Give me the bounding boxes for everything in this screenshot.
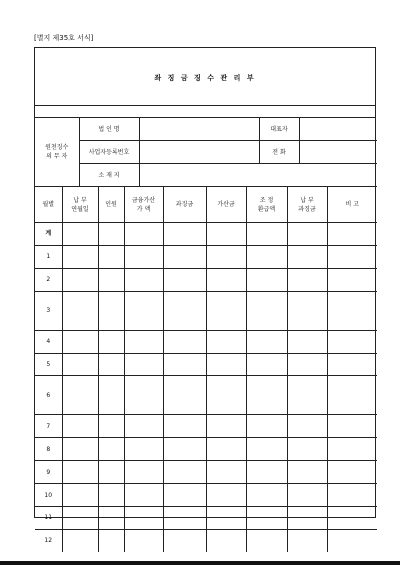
- corp-name-cell[interactable]: [139, 118, 259, 141]
- table-row: [35, 376, 377, 415]
- entry-cell[interactable]: [327, 330, 377, 353]
- entry-cell[interactable]: [62, 484, 98, 507]
- entry-cell[interactable]: [287, 223, 327, 246]
- phone-label: 전 화: [259, 141, 299, 164]
- entry-cell[interactable]: [246, 438, 287, 461]
- entry-cell[interactable]: [246, 415, 287, 438]
- entry-cell[interactable]: [98, 330, 124, 353]
- entry-cell[interactable]: [62, 529, 98, 551]
- entry-cell[interactable]: [124, 291, 163, 330]
- entry-cell[interactable]: [327, 353, 377, 376]
- month-cell: 계: [35, 223, 62, 246]
- entry-cell[interactable]: [62, 353, 98, 376]
- entry-cell[interactable]: [98, 484, 124, 507]
- column-header: 과징금: [163, 187, 206, 223]
- entry-cell[interactable]: [287, 415, 327, 438]
- entry-cell[interactable]: [62, 245, 98, 268]
- entry-cell[interactable]: [327, 461, 377, 484]
- entry-cell[interactable]: [287, 330, 327, 353]
- entry-cell[interactable]: [98, 353, 124, 376]
- table-row: [35, 507, 377, 530]
- entry-cell[interactable]: [98, 438, 124, 461]
- column-header: 가산금: [206, 187, 246, 223]
- entry-cell[interactable]: [62, 438, 98, 461]
- column-header: 납 부 연월일: [62, 187, 98, 223]
- entry-cell[interactable]: [287, 245, 327, 268]
- entry-cell[interactable]: [246, 484, 287, 507]
- month-cell: 3: [35, 291, 62, 330]
- month-cell: 11: [35, 507, 62, 530]
- entry-cell[interactable]: [327, 245, 377, 268]
- entry-cell[interactable]: [327, 438, 377, 461]
- address-cell[interactable]: [139, 164, 377, 187]
- entry-cell[interactable]: [124, 353, 163, 376]
- month-cell: 6: [35, 376, 62, 415]
- month-cell: 7: [35, 415, 62, 438]
- entry-cell[interactable]: [62, 376, 98, 415]
- entry-cell[interactable]: [163, 438, 206, 461]
- rep-cell[interactable]: [299, 118, 377, 141]
- entry-cell[interactable]: [327, 223, 377, 246]
- entry-cell[interactable]: [287, 291, 327, 330]
- entry-cell[interactable]: [62, 415, 98, 438]
- entry-cell[interactable]: [62, 223, 98, 246]
- month-cell: 10: [35, 484, 62, 507]
- entry-cell[interactable]: [124, 245, 163, 268]
- entry-cell[interactable]: [163, 507, 206, 530]
- entry-cell[interactable]: [287, 461, 327, 484]
- entry-cell[interactable]: [163, 529, 206, 551]
- entry-cell[interactable]: [124, 415, 163, 438]
- column-header: 월별: [35, 187, 62, 223]
- entry-cell[interactable]: [246, 245, 287, 268]
- month-cell: 9: [35, 461, 62, 484]
- entry-cell[interactable]: [287, 376, 327, 415]
- column-header: 비 고: [327, 187, 377, 223]
- entry-cell[interactable]: [327, 415, 377, 438]
- corp-name-label: 법 인 명: [79, 118, 139, 141]
- table-row: [35, 291, 377, 330]
- entry-cell[interactable]: [246, 507, 287, 530]
- entry-cell[interactable]: [327, 291, 377, 330]
- entry-cell[interactable]: [98, 415, 124, 438]
- entry-cell[interactable]: [287, 484, 327, 507]
- entry-cell[interactable]: [246, 461, 287, 484]
- ledger-form: [34, 47, 376, 545]
- spacer: [35, 106, 375, 118]
- month-cell: 1: [35, 245, 62, 268]
- entry-cell[interactable]: [327, 268, 377, 291]
- page-title: 좌 징 금 징 수 관 리 부: [154, 74, 256, 82]
- entry-cell[interactable]: [246, 291, 287, 330]
- entry-cell[interactable]: [246, 330, 287, 353]
- column-header: 인원: [98, 187, 124, 223]
- entry-cell[interactable]: [62, 291, 98, 330]
- month-cell: 8: [35, 438, 62, 461]
- column-header: 조 정 환급액: [246, 187, 287, 223]
- ledger-table: [35, 187, 377, 552]
- entry-cell[interactable]: [327, 507, 377, 530]
- table-row: [35, 484, 377, 507]
- entry-cell[interactable]: [124, 484, 163, 507]
- entry-cell[interactable]: [62, 507, 98, 530]
- entry-cell[interactable]: [98, 291, 124, 330]
- entry-cell[interactable]: [206, 353, 246, 376]
- entry-cell[interactable]: [206, 438, 246, 461]
- entry-cell[interactable]: [124, 223, 163, 246]
- table-row: [35, 461, 377, 484]
- entry-cell[interactable]: [124, 376, 163, 415]
- table-row: [35, 415, 377, 438]
- entry-cell[interactable]: [124, 461, 163, 484]
- month-cell: 12: [35, 529, 62, 551]
- entry-cell[interactable]: [206, 245, 246, 268]
- biz-no-cell[interactable]: [139, 141, 259, 164]
- entry-cell[interactable]: [327, 529, 377, 551]
- table-row: [35, 245, 377, 268]
- header-row: [35, 187, 377, 223]
- entry-cell[interactable]: [246, 376, 287, 415]
- entry-cell[interactable]: [206, 223, 246, 246]
- entry-cell[interactable]: [287, 268, 327, 291]
- withholder-label: 원천징수 의 무 자: [35, 118, 79, 187]
- entry-cell[interactable]: [206, 291, 246, 330]
- entry-cell[interactable]: [98, 461, 124, 484]
- table-row: [35, 353, 377, 376]
- entry-cell[interactable]: [287, 529, 327, 551]
- withholder-table: [35, 118, 377, 187]
- entry-cell[interactable]: [163, 245, 206, 268]
- bottom-rule: [0, 561, 400, 565]
- entry-cell[interactable]: [246, 223, 287, 246]
- table-row: [35, 223, 377, 246]
- phone-cell[interactable]: [299, 141, 377, 164]
- address-label: 소 재 지: [79, 164, 139, 187]
- entry-cell[interactable]: [62, 330, 98, 353]
- entry-cell[interactable]: [206, 415, 246, 438]
- entry-cell[interactable]: [98, 529, 124, 551]
- entry-cell[interactable]: [206, 330, 246, 353]
- table-row: [35, 529, 377, 551]
- entry-cell[interactable]: [124, 438, 163, 461]
- entry-cell[interactable]: [124, 268, 163, 291]
- entry-cell[interactable]: [163, 376, 206, 415]
- entry-cell[interactable]: [287, 438, 327, 461]
- entry-cell[interactable]: [163, 415, 206, 438]
- entry-cell[interactable]: [163, 291, 206, 330]
- title-band: [35, 48, 375, 106]
- table-row: [35, 268, 377, 291]
- rep-label: 대표자: [259, 118, 299, 141]
- entry-cell[interactable]: [163, 268, 206, 291]
- entry-cell[interactable]: [163, 353, 206, 376]
- column-header: 금융가산 가 액: [124, 187, 163, 223]
- entry-cell[interactable]: [98, 507, 124, 530]
- entry-cell[interactable]: [327, 484, 377, 507]
- entry-cell[interactable]: [163, 461, 206, 484]
- entry-cell[interactable]: [124, 507, 163, 530]
- entry-cell[interactable]: [246, 529, 287, 551]
- entry-cell[interactable]: [287, 353, 327, 376]
- entry-cell[interactable]: [98, 223, 124, 246]
- entry-cell[interactable]: [124, 330, 163, 353]
- entry-cell[interactable]: [206, 376, 246, 415]
- entry-cell[interactable]: [246, 268, 287, 291]
- entry-cell[interactable]: [163, 223, 206, 246]
- entry-cell[interactable]: [206, 507, 246, 530]
- month-cell: 4: [35, 330, 62, 353]
- entry-cell[interactable]: [206, 461, 246, 484]
- table-row: [35, 438, 377, 461]
- entry-cell[interactable]: [98, 376, 124, 415]
- entry-cell[interactable]: [206, 268, 246, 291]
- form-label: [별지 제35호 서식]: [34, 34, 94, 42]
- month-cell: 2: [35, 268, 62, 291]
- entry-cell[interactable]: [327, 376, 377, 415]
- entry-cell[interactable]: [62, 461, 98, 484]
- entry-cell[interactable]: [206, 484, 246, 507]
- biz-no-label: 사업자등록번호: [79, 141, 139, 164]
- entry-cell[interactable]: [246, 353, 287, 376]
- entry-cell[interactable]: [163, 330, 206, 353]
- entry-cell[interactable]: [98, 245, 124, 268]
- column-header: 납 부 과징금: [287, 187, 327, 223]
- entry-cell[interactable]: [98, 268, 124, 291]
- entry-cell[interactable]: [163, 484, 206, 507]
- entry-cell[interactable]: [62, 268, 98, 291]
- entry-cell[interactable]: [206, 529, 246, 551]
- entry-cell[interactable]: [124, 529, 163, 551]
- entry-cell[interactable]: [287, 507, 327, 530]
- month-cell: 5: [35, 353, 62, 376]
- table-row: [35, 330, 377, 353]
